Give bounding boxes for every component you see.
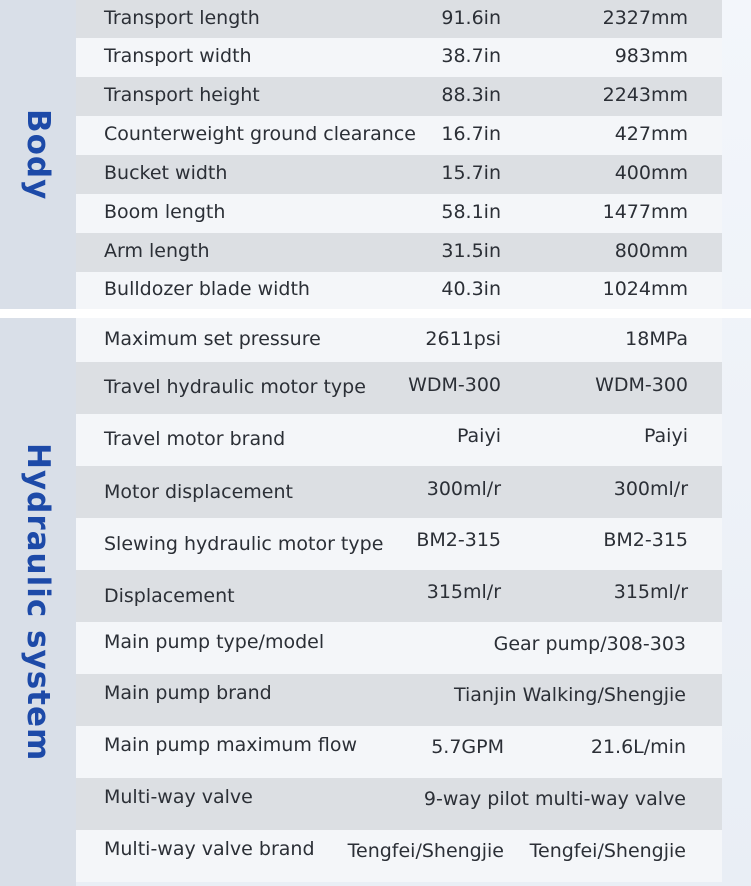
table-row — [76, 77, 722, 116]
table-row — [76, 674, 722, 726]
spec-imperial: 31.5in — [441, 240, 501, 262]
spec-imperial: 300ml/r — [426, 478, 501, 500]
spec-metric: 427mm — [614, 123, 688, 145]
spec-name: Slewing hydraulic motor type — [104, 533, 384, 555]
spec-imperial: 315ml/r — [426, 581, 501, 603]
table-row — [76, 830, 722, 882]
spec-value: Tianjin Walking/Shengjie — [453, 684, 686, 706]
table-row — [76, 155, 722, 194]
spec-name: Bulldozer blade width — [104, 278, 310, 300]
body-section — [0, 0, 751, 309]
table-row — [76, 414, 722, 466]
spec-imperial: WDM-300 — [408, 374, 501, 396]
spec-metric: 400mm — [614, 162, 688, 184]
hydraulic-section-label-panel — [0, 318, 76, 886]
spec-name: Bucket width — [104, 162, 228, 184]
spec-name: Arm length — [104, 240, 210, 262]
spec-imperial: 88.3in — [441, 84, 501, 106]
spec-name: Maximum set pressure — [104, 328, 321, 350]
spec-metric: BM2-315 — [603, 529, 688, 551]
spec-value: Gear pump/308-303 — [493, 633, 686, 655]
spec-metric: WDM-300 — [595, 374, 688, 396]
spec-imperial: Tengfei/Shengjie — [347, 840, 504, 862]
spec-imperial: 15.7in — [441, 162, 501, 184]
table-row — [76, 726, 722, 778]
spec-imperial: 2611psi — [425, 328, 501, 350]
spec-imperial: 58.1in — [441, 201, 501, 223]
table-row — [76, 362, 722, 414]
spec-imperial: BM2-315 — [416, 529, 501, 551]
spec-name: Main pump brand — [104, 682, 272, 704]
spec-metric: 2243mm — [602, 84, 688, 106]
table-row — [76, 272, 722, 309]
spec-metric: 300ml/r — [613, 478, 688, 500]
spec-name: Boom length — [104, 201, 226, 223]
spec-metric: 21.6L/min — [590, 736, 686, 758]
spec-name: Motor displacement — [104, 481, 293, 503]
spec-imperial: 5.7GPM — [431, 736, 504, 758]
spec-name: Main pump maximum flow — [104, 734, 358, 756]
table-row — [76, 778, 722, 830]
spec-metric: Paiyi — [643, 425, 688, 447]
table-row — [76, 570, 722, 622]
body-spec-table — [76, 0, 722, 309]
table-row — [76, 38, 722, 77]
spec-metric: 2327mm — [602, 7, 688, 29]
body-section-label-panel — [0, 0, 76, 309]
section-divider — [0, 309, 751, 318]
spec-imperial: 38.7in — [441, 45, 501, 67]
spec-name: Main pump type/model — [104, 631, 325, 653]
spec-name: Transport width — [104, 45, 252, 67]
spec-name: Transport height — [104, 84, 260, 106]
spec-imperial: 40.3in — [441, 278, 501, 300]
body-section-label: Body — [20, 108, 56, 201]
table-row — [76, 233, 722, 272]
spec-metric: 1477mm — [602, 201, 688, 223]
spec-value: 9-way pilot multi-way valve — [423, 788, 686, 810]
spec-name: Transport length — [104, 7, 260, 29]
table-row — [76, 622, 722, 674]
spec-name: Displacement — [104, 585, 235, 607]
spec-name: Counterweight ground clearance — [104, 123, 416, 145]
spec-imperial: 91.6in — [441, 7, 501, 29]
hydraulic-spec-table — [76, 318, 722, 882]
spec-imperial: 16.7in — [441, 123, 501, 145]
table-row — [76, 466, 722, 518]
spec-imperial: Paiyi — [456, 425, 501, 447]
spec-metric: Tengfei/Shengjie — [529, 840, 686, 862]
spec-name: Multi-way valve — [104, 786, 253, 808]
spec-name: Travel motor brand — [104, 428, 286, 450]
hydraulic-section-label: Hydraulic system — [20, 442, 56, 762]
table-row — [76, 318, 722, 362]
spec-name: Travel hydraulic motor type — [104, 376, 366, 398]
spec-name: Multi-way valve brand — [104, 838, 315, 860]
spec-metric: 18MPa — [625, 328, 688, 350]
spec-metric: 983mm — [614, 45, 688, 67]
table-row — [76, 518, 722, 570]
spec-metric: 800mm — [614, 240, 688, 262]
table-row — [76, 194, 722, 233]
spec-metric: 1024mm — [602, 278, 688, 300]
hydraulic-section — [0, 318, 751, 886]
table-row — [76, 116, 722, 155]
spec-metric: 315ml/r — [613, 581, 688, 603]
table-row — [76, 0, 722, 38]
